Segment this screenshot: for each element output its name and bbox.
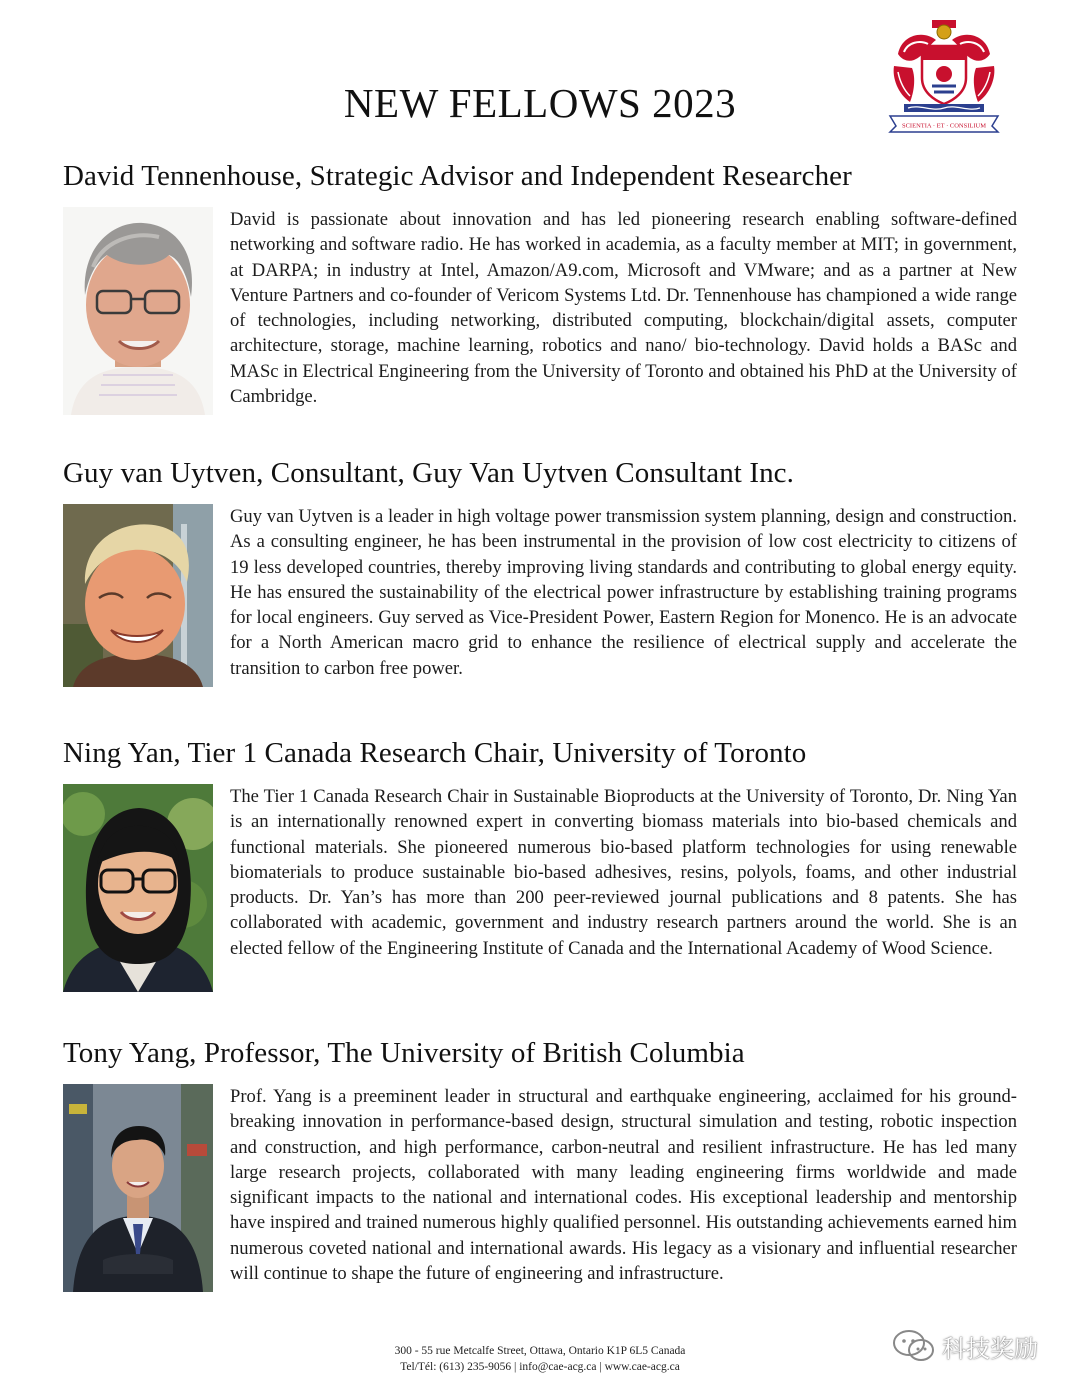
portrait-photo bbox=[63, 207, 213, 415]
fellow-heading: Guy van Uytven, Consultant, Guy Van Uytven Consultant Inc. bbox=[63, 457, 794, 489]
academy-crest-logo bbox=[884, 16, 1004, 134]
fellow-entry bbox=[63, 1037, 1023, 1286]
portrait-photo bbox=[63, 504, 213, 687]
fellow-bio: Guy van Uytven is a leader in high voltage power transmission system planning, design and construction. As a consulting engineer, he has been instrumental in the provision of low cost electricity to citizens of 19 less developed countries, thereby improving living standards and contributing to global energy equity. He has ensured the sustainability of the electrical power infrastructure by establishing training programs for local engineers. Guy served as Vice-President Power, Eastern Region for Monenco. He is an advocate for a North American macro grid to enhance the resilience of electrical supply and accelerate the transition to carbon free power. bbox=[230, 506, 1017, 679]
fellow-bio: David is passionate about innovation and has led pioneering research enabling software-defined networking and software radio. He has worked in academia, as a faculty member at MIT; in government, at DARPA; in industry at Intel, Amazon/A9.com, Microsoft and VMware; and as a partner at New Venture Partners and co-founder of Vericom Systems Ltd. Dr. Tennenhouse has championed a wide range of technologies, including networking, distributed computing, blockchain/digital assets, computer architecture, storage, machine learning, robotics and nano/ bio-technology. David holds a BASc and MASc in Electrical Engineering from the University of Toronto and obtained his PhD at the University of Cambridge. bbox=[230, 209, 1017, 408]
wechat-icon bbox=[892, 1329, 936, 1363]
portrait-photo bbox=[63, 1084, 213, 1292]
fellow-entry bbox=[63, 457, 1023, 681]
fellow-heading: Tony Yang, Professor, The University of British Columbia bbox=[63, 1037, 745, 1069]
footer-contact: Tel/Tél: (613) 235-9056 | info@cae-acg.ca | www.cae-acg.ca bbox=[400, 1361, 680, 1373]
fellow-heading: Ning Yan, Tier 1 Canada Research Chair, University of Toronto bbox=[63, 737, 807, 769]
fellow-entry bbox=[63, 737, 1023, 961]
page-title: NEW FELLOWS 2023 bbox=[343, 80, 737, 127]
fellow-bio: Prof. Yang is a preeminent leader in structural and earthquake engineering, acclaimed for his ground-breaking innovation in performance-based design, structural simulation and testing, robotic inspection and construction, and high performance, carbon-neutral and resilient infrastructure. He has led many large research projects, collaborated with many leading engineering firms worldwide and made significant impacts to the national and international codes. His exceptional leadership and mentorship have inspired and trained numerous highly qualified personnel. His outstanding achievements earned him numerous coveted national and international awards. His legacy as a visionary and influential researcher will continue to shape the future of engineering and infrastructure. bbox=[230, 1086, 1017, 1285]
svg-text:SCIENTIA · ET · CONSILIUM: SCIENTIA · ET · CONSILIUM bbox=[901, 122, 987, 130]
footer-address: 300 - 55 rue Metcalfe Street, Ottawa, Ontario K1P 6L5 Canada bbox=[394, 1345, 686, 1357]
fellow-bio: The Tier 1 Canada Research Chair in Sustainable Bioproducts at the University of Toronto, Dr. Ning Yan is an internationally renowned expert in converting biomass materials into bio-based chemicals and functional materials. She pioneered numerous bio-based platform technologies for using renewable biomaterials to produce sustainable bio-based adhesives, resins, polyols, foams, and other industrial products. Dr. Yan’s has more than 200 peer-reviewed journal publications and 8 patents. She has collaborated with academic, government and industry research partners around the world. She is an elected fellow of the Engineering Institute of Canada and the International Academy of Wood Science. bbox=[230, 786, 1017, 959]
fellow-heading: David Tennenhouse, Strategic Advisor and Independent Researcher bbox=[63, 160, 852, 192]
portrait-photo bbox=[63, 784, 213, 992]
watermark-text: 科技奖励 bbox=[942, 1334, 1038, 1363]
fellow-entry bbox=[63, 160, 1023, 409]
watermark bbox=[892, 1326, 1038, 1366]
